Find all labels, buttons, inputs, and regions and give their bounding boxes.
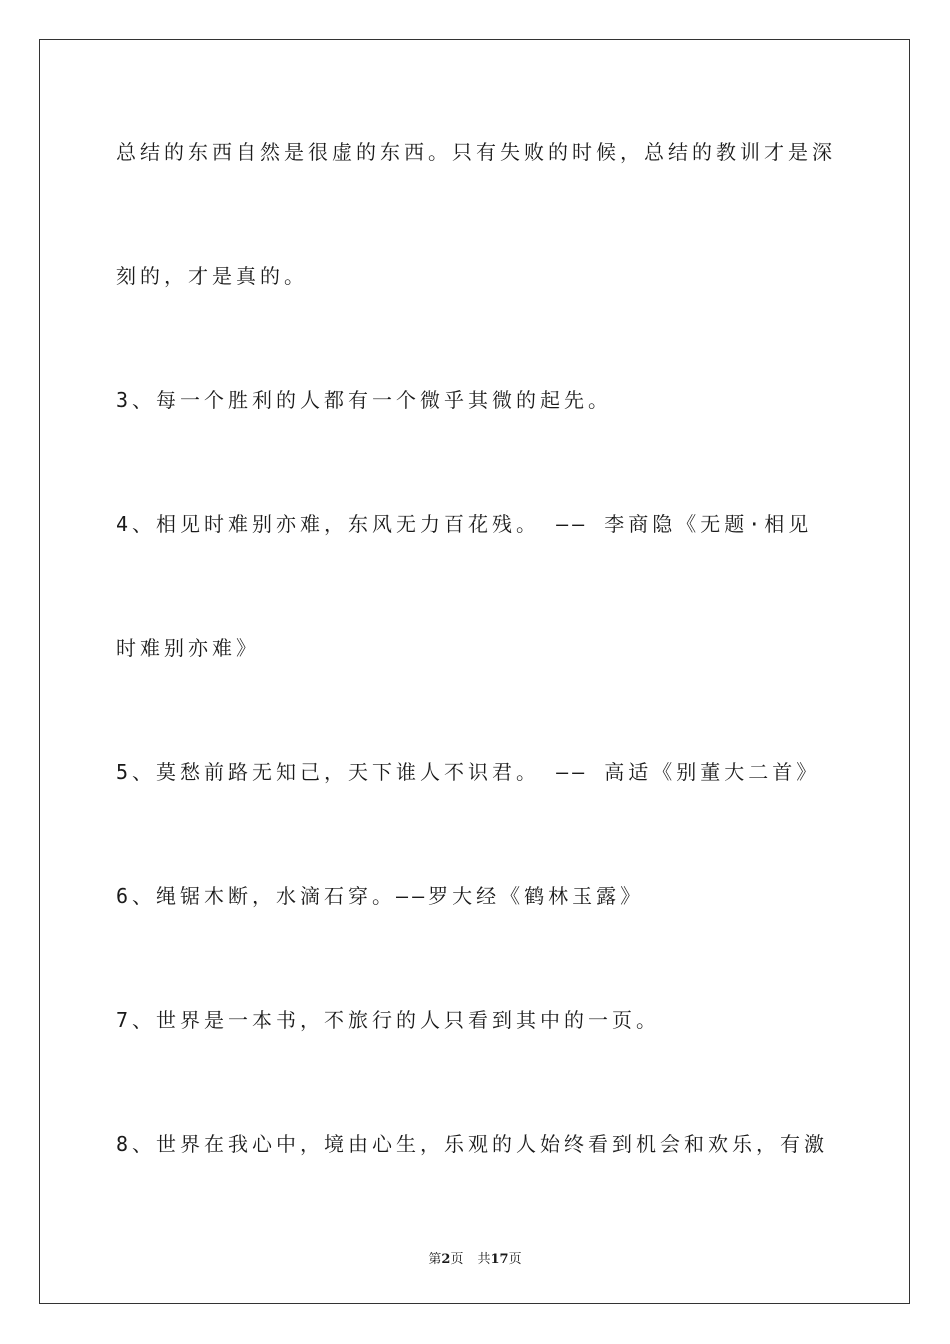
body-line-9: 8、世界在我心中，境由心生，乐观的人始终看到机会和欢乐，有激 <box>116 1132 829 1156</box>
page-border <box>39 39 910 1304</box>
footer-page-number: 2 <box>441 1252 451 1267</box>
body-line-2: 刻的，才是真的。 <box>116 264 308 288</box>
body-line-3: 3、每一个胜利的人都有一个微乎其微的起先。 <box>116 388 613 412</box>
body-line-8: 7、世界是一本书，不旅行的人只看到其中的一页。 <box>116 1008 661 1032</box>
body-line-5: 时难别亦难》 <box>116 636 260 660</box>
footer-total-prefix: 共 <box>477 1252 491 1267</box>
footer-page-suffix: 页 <box>450 1252 464 1267</box>
body-line-6: 5、莫愁前路无知己，天下谁人不识君。 —— 高适《别董大二首》 <box>116 760 821 784</box>
footer-total-number: 17 <box>490 1252 509 1267</box>
body-line-1: 总结的东西自然是很虚的东西。只有失败的时候，总结的教训才是深 <box>116 140 836 164</box>
footer-page-prefix: 第 <box>428 1252 442 1267</box>
page-footer <box>0 1248 950 1267</box>
footer-total-suffix: 页 <box>508 1252 522 1267</box>
body-line-7: 6、绳锯木断，水滴石穿。——罗大经《鹤林玉露》 <box>116 884 645 908</box>
body-line-4: 4、相见时难别亦难，东风无力百花残。 —— 李商隐《无题·相见 <box>116 512 813 536</box>
